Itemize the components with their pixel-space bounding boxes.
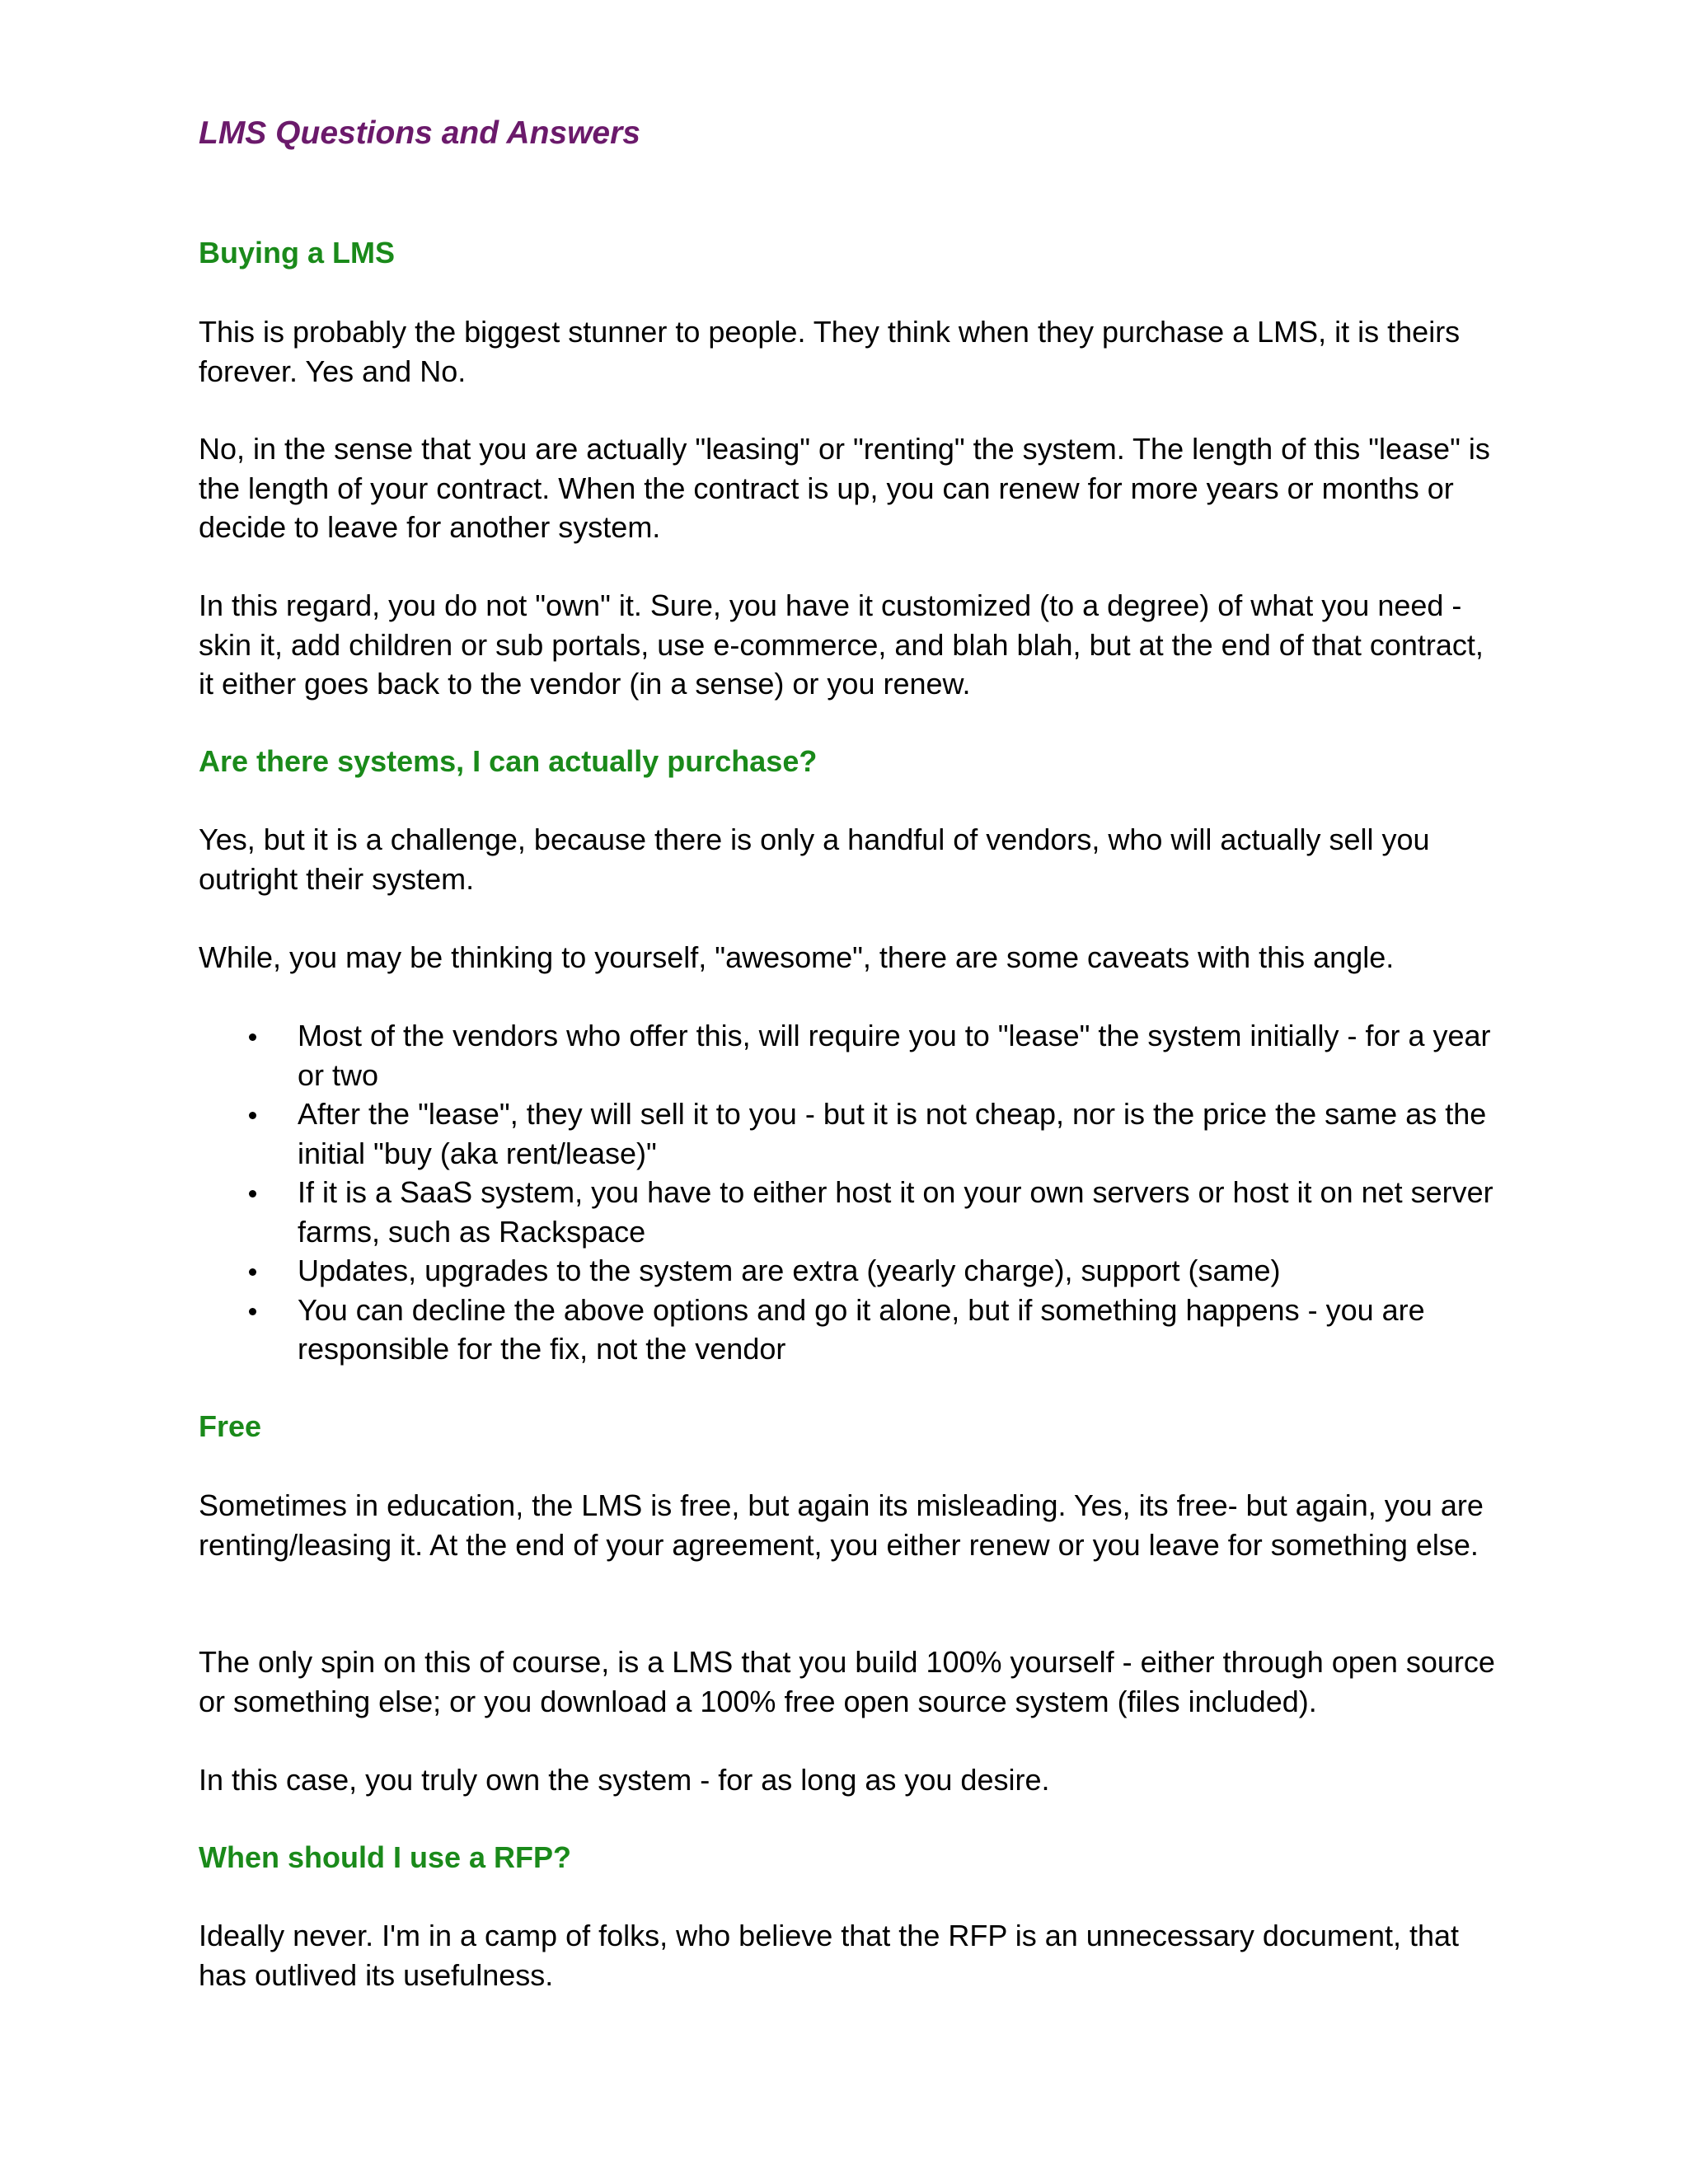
paragraph: Ideally never. I'm in a camp of folks, who believe that the RFP is an unnecessary document, that has outlived its usefulness. — [199, 1919, 1460, 1992]
paragraph: While, you may be thinking to yourself, "awesome", there are some caveats with this angle. — [199, 940, 1395, 974]
paragraph: The only spin on this of course, is a LMS that you build 100% yourself - either through open source or something else; or you download a 100% free open source system (files included). — [199, 1645, 1495, 1718]
section-heading-free: Free — [199, 1409, 262, 1443]
paragraph: In this regard, you do not "own" it. Sure, you have it customized (to a degree) of what you need - skin it, add children or sub portals, use e-commerce, and blah blah, but at the end of that contract, it either goes back to the vendor (in a sense) or you renew. — [199, 588, 1484, 701]
list-item — [199, 1094, 1501, 1173]
paragraph: This is probably the biggest stunner to people. They think when they purchase a LMS, it is theirs forever. Yes and No. — [199, 315, 1461, 388]
list-item — [199, 1251, 1501, 1291]
list-item-text: After the "lease", they will sell it to you - but it is not cheap, nor is the price the same as the initial "buy (aka rent/lease)" — [298, 1097, 1487, 1170]
list-item-text: You can decline the above options and go it alone, but if something happens - you are responsible for the fix, not the vendor — [298, 1292, 1425, 1366]
paragraph: No, in the sense that you are actually "leasing" or "renting" the system. The length of this "lease" is the length of your contract. When the contract is up, you can renew for more years or months or decide to leave for another system. — [199, 432, 1490, 544]
bullet-icon — [249, 1033, 256, 1041]
list-item-text: Updates, upgrades to the system are extra (yearly charge), support (same) — [298, 1254, 1281, 1287]
caveats-list — [199, 1016, 1501, 1369]
section-heading-buying-lms: Buying a LMS — [199, 236, 396, 269]
list-item-text: Most of the vendors who offer this, will require you to "lease" the system initially - for a year or two — [298, 1019, 1491, 1092]
section-heading-rfp: When should I use a RFP? — [199, 1840, 572, 1874]
list-item — [199, 1291, 1501, 1369]
paragraph: Sometimes in education, the LMS is free, but again its misleading. Yes, its free- but again, you are renting/leasing it. At the end of your agreement, you either renew or you leave for something else. — [199, 1488, 1484, 1562]
bullet-icon — [249, 1308, 256, 1315]
document-title: LMS Questions and Answers — [199, 115, 640, 151]
bullet-icon — [249, 1268, 256, 1276]
bullet-icon — [249, 1190, 256, 1197]
paragraph: Yes, but it is a challenge, because there is only a handful of vendors, who will actually sell you outright their system. — [199, 823, 1430, 896]
list-item — [199, 1016, 1501, 1094]
list-item — [199, 1173, 1501, 1251]
list-item-text: If it is a SaaS system, you have to either host it on your own servers or host it on net server farms, such as Rackspace — [298, 1175, 1493, 1249]
bullet-icon — [249, 1112, 256, 1119]
section-heading-purchase-systems: Are there systems, I can actually purchase? — [199, 744, 818, 778]
paragraph: In this case, you truly own the system - for as long as you desire. — [199, 1763, 1050, 1797]
